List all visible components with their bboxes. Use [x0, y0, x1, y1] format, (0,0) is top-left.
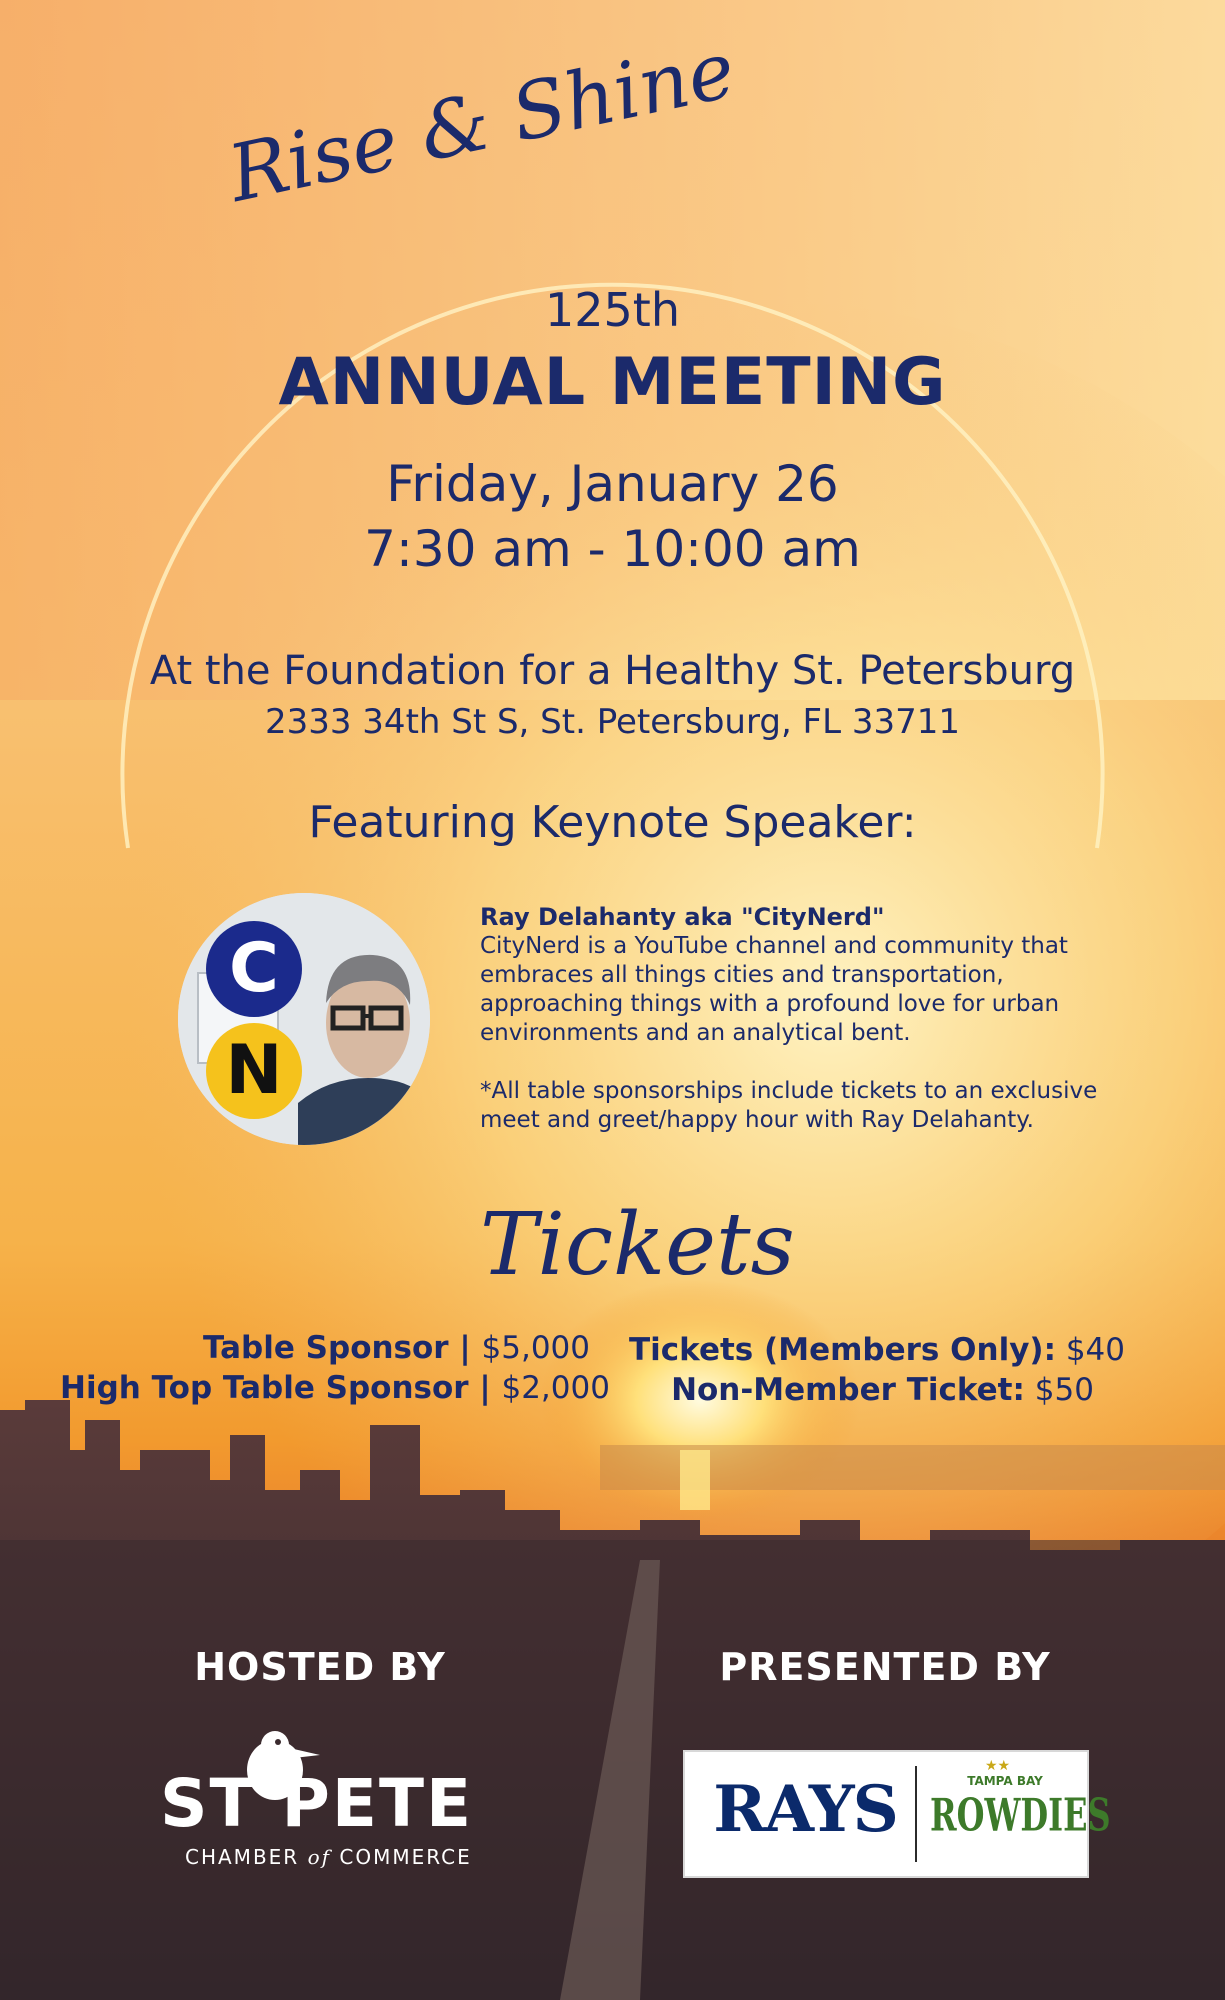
bio-line: embraces all things cities and transportation, — [480, 962, 1004, 988]
speaker-name: Ray Delahanty aka "CityNerd" — [480, 903, 885, 931]
speaker-bio — [480, 903, 1120, 1135]
ticket-label: Non-Member Ticket: — [671, 1372, 1025, 1408]
venue-address: 2333 34th St S, St. Petersburg, FL 33711 — [264, 702, 961, 742]
tickets-heading: Tickets — [480, 1195, 795, 1295]
ticket-label: High Top Table Sponsor — [60, 1370, 469, 1406]
ticket-sep: | — [468, 1370, 502, 1406]
script-title-text: Rise & Shine — [221, 25, 743, 220]
cn-letter-n: N — [225, 1031, 283, 1110]
event-time: 7:30 am - 10:00 am — [364, 520, 861, 578]
chamber-logo-text: ST PETE — [160, 1765, 474, 1842]
cn-circle-blue — [206, 921, 302, 1017]
star-icon: ★★ — [985, 1758, 1011, 1774]
ticket-row — [620, 1372, 1125, 1408]
sponsorship-note-line: meet and greet/happy hour with Ray Delahanty. — [480, 1107, 1034, 1133]
script-title — [221, 25, 750, 260]
edition: 125th — [545, 283, 680, 337]
cn-letter-c: C — [229, 929, 279, 1008]
ticket-label: Tickets (Members Only): — [629, 1332, 1056, 1368]
avatar — [178, 893, 430, 1145]
bio-line: approaching things with a profound love for urban — [480, 991, 1060, 1017]
hosted-by-label: HOSTED BY — [194, 1645, 446, 1689]
sponsorship-note-line: *All table sponsorships include tickets to an exclusive — [480, 1078, 1098, 1104]
ticket-label: Table Sponsor — [202, 1330, 449, 1366]
venue-name: At the Foundation for a Healthy St. Petersburg — [149, 648, 1076, 694]
bio-line: CityNerd is a YouTube channel and community that — [480, 933, 1068, 959]
chamber-sub-a: CHAMBER — [185, 1845, 300, 1869]
speaker-portrait-icon — [178, 893, 430, 1145]
presented-by-label: PRESENTED BY — [719, 1645, 1051, 1689]
rowdies-top-text: TAMPA BAY — [967, 1774, 1043, 1788]
ticket-price: $2,000 — [501, 1370, 610, 1406]
ticket-row — [620, 1332, 1125, 1368]
page-title: ANNUAL MEETING — [278, 345, 947, 420]
chamber-sub-of: of — [307, 1845, 332, 1869]
logo-divider — [915, 1766, 917, 1862]
ticket-list-left — [60, 1330, 610, 1406]
ticket-sep — [1025, 1372, 1035, 1408]
rays-logo: RAYS — [713, 1772, 897, 1847]
chamber-logo-subtitle — [185, 1845, 472, 1869]
sponsor-logos — [683, 1750, 1111, 1878]
ticket-sep — [1056, 1332, 1066, 1368]
ticket-row — [60, 1330, 590, 1366]
chamber-sub-b: COMMERCE — [339, 1845, 472, 1869]
chamber-logo — [150, 1720, 510, 1880]
ticket-price: $5,000 — [481, 1330, 590, 1366]
ticket-list-right — [620, 1332, 1125, 1408]
keynote-heading: Featuring Keynote Speaker: — [308, 797, 917, 848]
ticket-sep: | — [448, 1330, 482, 1366]
ticket-row — [60, 1370, 610, 1406]
rowdies-logo: ROWDIES — [930, 1788, 1111, 1842]
event-date: Friday, January 26 — [386, 455, 839, 513]
cn-circle-yellow — [206, 1023, 302, 1119]
bio-line: environments and an analytical bent. — [480, 1020, 911, 1046]
ticket-price: $50 — [1034, 1372, 1094, 1408]
ticket-price: $40 — [1065, 1332, 1125, 1368]
